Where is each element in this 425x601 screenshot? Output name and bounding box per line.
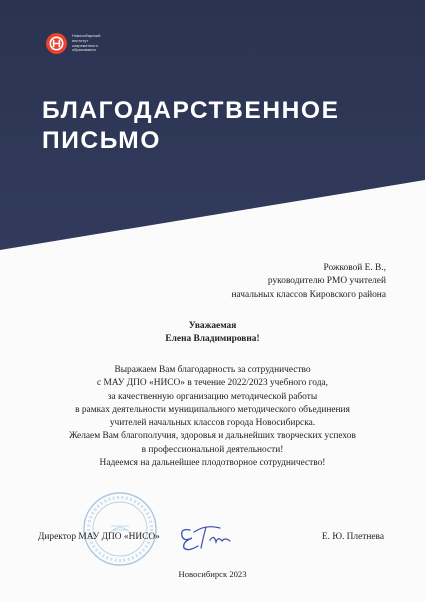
addressee-line: начальных классов Кировского района bbox=[231, 289, 386, 300]
stamp-icon bbox=[81, 490, 159, 568]
addressee-line: Рожковой Е. В., bbox=[323, 263, 386, 273]
signature-icon bbox=[176, 520, 236, 554]
title-line: ПИСЬМО bbox=[42, 127, 161, 154]
logo-mark-icon bbox=[46, 33, 67, 54]
title-line: БЛАГОДАРСТВЕННОЕ bbox=[42, 97, 340, 124]
addressee-block bbox=[231, 262, 386, 302]
addressee-line: руководителю РМО учителей bbox=[267, 276, 386, 287]
body-line: в рамках деятельности муниципального методического объединения bbox=[75, 404, 350, 415]
body-line: Выражаем Вам благодарность за сотрудничество bbox=[114, 365, 311, 375]
greeting-salutation: Уважаемая bbox=[188, 321, 237, 331]
handwritten-signature bbox=[176, 520, 236, 559]
body-line: Желаем Вам благополучия, здоровья и дальнейших творческих успехов bbox=[69, 431, 356, 442]
body-line: с МАУ ДПО «НИСО» в течение 2022/2023 учебного года, bbox=[97, 378, 328, 389]
logo-wordmark bbox=[72, 34, 100, 52]
body-line: учителей начальных классов города Новосибирска. bbox=[109, 418, 316, 429]
body-line: Надеемся на дальнейшее плодотворное сотрудничество! bbox=[99, 458, 326, 469]
niso-logo bbox=[46, 33, 100, 54]
signatory-position: Директор МАУ ДПО «НИСО» bbox=[38, 532, 160, 542]
document-title bbox=[42, 96, 340, 156]
place-and-year: Новосибирск 2023 bbox=[178, 569, 247, 579]
greeting bbox=[0, 320, 425, 346]
letter-body bbox=[0, 364, 425, 470]
greeting-name: Елена Владимировна! bbox=[165, 334, 260, 344]
logo-text-line: образования bbox=[72, 48, 96, 53]
body-line: за качественную организацию методической работы bbox=[107, 391, 318, 402]
logo-text-line: институт bbox=[72, 38, 89, 43]
logo-text-line: Новосибирский bbox=[72, 34, 101, 39]
logo-text-line: современного bbox=[72, 43, 98, 48]
signatory-name: Е. Ю. Плетнева bbox=[321, 532, 384, 542]
body-line: в профессиональной деятельности! bbox=[141, 444, 284, 455]
